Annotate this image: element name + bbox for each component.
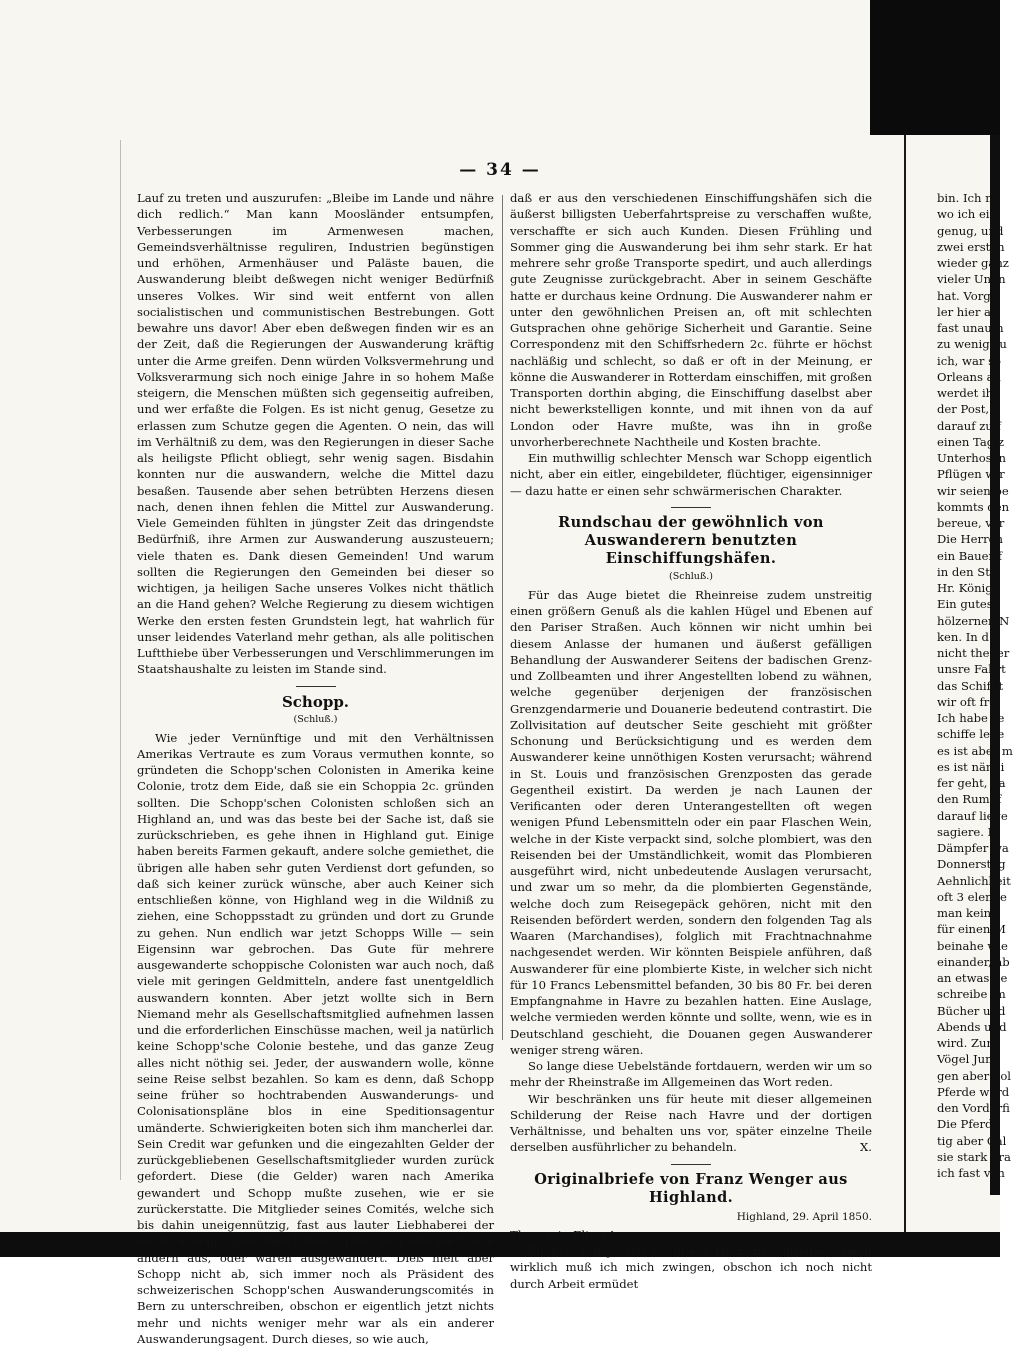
section-note: (Schluß.) bbox=[137, 713, 494, 726]
section-separator bbox=[296, 686, 336, 687]
right-column-line: den Rumpf bbox=[937, 791, 997, 807]
right-column-line: schreibe im bbox=[937, 986, 997, 1002]
right-column-line: man keine bbox=[937, 905, 997, 921]
right-column-line: Bücher und bbox=[937, 1003, 997, 1019]
right-column-line: Die Pferde bbox=[937, 1116, 997, 1132]
right-column-line: Orleans au bbox=[937, 369, 997, 385]
right-column-line: zu wenig zu bbox=[937, 336, 997, 352]
right-column-line: Aehnlichkeit bbox=[937, 873, 997, 889]
scan-edge-top-right bbox=[870, 0, 1000, 135]
rundschau-paragraph-2: So lange diese Uebelstände fortdauern, werden wir um so mehr der Rheinstraße im Allgemeinen das Wort reden. bbox=[510, 1058, 872, 1091]
right-column-line: Die Herren bbox=[937, 531, 997, 547]
right-column-line: unsre Fahrt bbox=[937, 661, 997, 677]
right-column-line: in den Stie bbox=[937, 564, 997, 580]
right-column-line: zwei ersten bbox=[937, 239, 997, 255]
right-column-line: Donnerstag bbox=[937, 856, 997, 872]
right-column-cropped bbox=[937, 190, 997, 1181]
right-column-line: werdet ihr bbox=[937, 385, 997, 401]
section-separator bbox=[671, 1164, 711, 1165]
left-column bbox=[137, 190, 494, 1347]
left-intro-paragraph: Lauf zu treten und auszurufen: „Bleibe im Lande und nähre dich redlich.“ Man kann Moosländer entsumpfen, Verbesserungen im Armenwesen machen, Gemeindsverhältnisse reguliren, Industrien begünstigen und erhöhen, Armenhäuser und Paläste bauen, die Auswanderung bleibt deßwegen nicht weniger Bedürfniß unseres Volkes. Wir sind weit entfernt von allen socialistischen und communistischen Bestrebungen. Gott bewahre uns davor! Aber eben deßwegen finden wir es an der Zeit, daß die Regierungen der Auswanderung kräftig unter die Arme greifen. Denn würden Volksvermehrung und Volksverarmung sich noch einige Jahre in so hohem Maße steigern, die Menschen müßten sich gegenseitig aufreiben, und wer erfaßte die Folgen. Es ist nicht genug, Gesetze zu erlassen zum Schutze gegen die Agenten. O nein, das will im Verhältniß zu dem, was den Regierungen in dieser Sache als heiligste Pflicht obliegt, sehr wenig sagen. Bisdahin konnten nur die auswandern, welche die Mittel dazu besaßen. Tausende aber sehen betrübten Herzens diesen nach, denen ihnen fehlen die Mittel zur Auswanderung. Viele Gemeinden fühlten in jüngster Zeit das dringendste Bedürfniß, ihre Armen zur Auswanderung auszusteuern; viele thaten es. Dank diesen Gemeinden! Und warum sollten die Regierungen den Gemeinden bei dieser so wichtigen, ja heiligen Sache unseres Volkes nicht thätlich an die Hand gehen? Welche Regierung zu diesem wichtigen Werke den ersten festen Grundstein legt, hat wahrlich für unser leidendes Vaterland mehr gethan, als alle politischen Luftthiebe über Verbesserungen und Verschlimmerungen im Staatshaushalte zu leisten im Stande sind. bbox=[137, 190, 494, 678]
middle-continuation: daß er aus den verschiedenen Einschiffungshäfen sich die äußerst billigsten Ueberfahrtspreise zu verschaffen wußte, verschaffte er sich auch Kunden. Diesen Frühling und Sommer ging die Auswanderung bei ihm sehr stark. Er hat mehrere sehr große Transporte spedirt, und auch allerdings gute Zeugnisse zurückgebracht. Aber in seinem Geschäfte hatte er durchaus keine Ordnung. Die Auswanderer nahm er unter den gewöhnlichen Preisen an, oft mit schlechten Gutsprachen ohne gehörige Sicherheit und Garantie. Seine Correspondenz mit den Schiffsrhedern 2c. führte er höchst nachläßig und schlecht, so daß er oft in der Meinung, er könne die Auswanderer in Rotterdam einschiffen, mit großen Transporten dorthin abging, die Einschiffung daselbst aber nicht bewerkstelligen konnte, und mit ihnen von da auf London oder Havre mußte, was ihn in große unvorherberechnete Nachtheile und Kosten brachte. bbox=[510, 190, 872, 450]
right-column-line: bin. Ich n bbox=[937, 190, 997, 206]
rundschau-paragraph-3-text: Wir beschränken uns für heute mit dieser allgemeinen Schilderung der Reise nach Havre und der dortigen Verhältnisse, und behalten uns vor, später einzelne Theile derselben ausführlicher zu behandeln. bbox=[510, 1092, 872, 1155]
right-column-line: für einen M bbox=[937, 921, 997, 937]
gutter-line bbox=[120, 140, 121, 1180]
middle-continuation-2: Ein muthwillig schlechter Mensch war Schopp eigentlich nicht, aber ein eitler, eingebildeter, flüchtiger, eigensinniger — dazu hatte er einen sehr schwärmerischen Charakter. bbox=[510, 450, 872, 499]
section-title-rundschau: Rundschau der gewöhnlich von Auswanderern benutzten Einschiffungshäfen. bbox=[510, 514, 872, 568]
section-title-letters: Originalbriefe von Franz Wenger aus Highland. bbox=[510, 1171, 872, 1207]
column-rule bbox=[502, 195, 503, 1040]
right-column-line: an etwas de bbox=[937, 970, 997, 986]
right-column-line: ein Bauer f bbox=[937, 548, 997, 564]
letter-dateline: Highland, 29. April 1850. bbox=[510, 1209, 872, 1225]
right-column-line: Vögel Jung bbox=[937, 1051, 997, 1067]
rundschau-paragraph-1: Für das Auge bietet die Rheinreise zudem unstreitig einen größern Genuß als die kahlen Hügel und Ebenen auf den Pariser Straßen. Auch können wir nicht umhin bei diesem Anlasse der humanen und äußerst gefälligen Behandlung der Auswanderer Seitens der badischen Grenz- und Zollbeamten und ihrer Angestellten lobend zu wähnen, welche gegenüber derjenigen der französischen Grenzgendarmerie und Douanerie bedeutend contrastirt. Die Zollvisitation auf deutscher Seite geschieht mit größter Schonung und Berücksichtigung und es werden dem Auswanderer keine unnöthigen Kosten verursacht; während in St. Louis und französischen Grenzposten das gerade Gegentheil existirt. Da werden je nach Launen der Verificanten oder deren Unterangestellten oft wegen wenigen Pfund Lebensmitteln oder ein paar Flaschen Wein, welche in der Kiste verpackt sind, solche plombiert, was den Reisenden bei der Umständlichkeit, womit das Plombieren ausgeführt wird, nicht unbedeutende Auslagen verursacht, und zwar um so mehr, da die plombierten Gegenstände, welche doch zum Reisegepäck gehören, nicht mit den Reisenden befördert werden, sondern den folgenden Tag als Waaren (Marchandises), folglich mit Frachtnachnahme nachgesendet werden. Wir könnten Beispiele anführen, daß Auswanderer für eine plombierte Kiste, in welcher sich nicht für 10 Francs Lebensmittel befanden, 30 bis 80 Fr. bei deren Empfangnahme in Havre zu bezahlen hatten. Eine Auslage, welche vermieden werden könnte und sollte, wenn, wie es in Deutschland geschieht, die Douanen gegen Auswanderer weniger streng wären. bbox=[510, 587, 872, 1058]
section-title-schopp: Schopp. bbox=[137, 693, 494, 711]
right-column-line: das Schiff t bbox=[937, 678, 997, 694]
right-column-line: wieder ganz bbox=[937, 255, 997, 271]
right-column-line: darauf zu f bbox=[937, 418, 997, 434]
right-column-line: einen Tag z bbox=[937, 434, 997, 450]
signature: X. bbox=[842, 1139, 872, 1155]
right-column-line: ler hier an bbox=[937, 304, 997, 320]
rundschau-paragraph-3 bbox=[510, 1091, 872, 1156]
right-column-line: hat. Vorge bbox=[937, 288, 997, 304]
right-column-line: Abends und bbox=[937, 1019, 997, 1035]
right-column-line: schiffe lege bbox=[937, 726, 997, 742]
right-column-line: es ist nämli bbox=[937, 759, 997, 775]
right-column-line: wir seien be bbox=[937, 483, 997, 499]
right-column-line: ich fast von bbox=[937, 1165, 997, 1181]
right-column-line: Pferde werd bbox=[937, 1084, 997, 1100]
letter-salutation: Theuerste Eltern! bbox=[510, 1227, 872, 1243]
scan-edge-line bbox=[904, 135, 906, 1257]
right-column-line: der Post, o bbox=[937, 401, 997, 417]
right-column-line: ken. In d bbox=[937, 629, 997, 645]
right-column-line: oft 3 elende bbox=[937, 889, 997, 905]
right-column-line: fast unaufh bbox=[937, 320, 997, 336]
right-column-line: es ist aber m bbox=[937, 743, 997, 759]
right-column-line: Pflügen wir bbox=[937, 466, 997, 482]
right-column-line: wo ich ein bbox=[937, 206, 997, 222]
right-column-line: Hr. König) bbox=[937, 580, 997, 596]
right-column-line: ich, war so bbox=[937, 353, 997, 369]
right-column-line: nicht theuer bbox=[937, 645, 997, 661]
section-note: (Schluß.) bbox=[510, 570, 872, 583]
right-column-line: Ich habe se bbox=[937, 710, 997, 726]
right-column-line: wir oft fre bbox=[937, 694, 997, 710]
right-column-line: hölzernen N bbox=[937, 613, 997, 629]
right-column-line: einander, ab bbox=[937, 954, 997, 970]
right-column-line: darauf liege bbox=[937, 808, 997, 824]
right-column-line: beinahe wie bbox=[937, 938, 997, 954]
letter-body: Endlich bringe ich es übers Herz zu schreiben, denn wirklich muß ich mich zwingen, obschon ich noch nicht durch Arbeit ermüdet bbox=[510, 1243, 872, 1292]
schopp-paragraph: Wie jeder Vernünftige und mit den Verhältnissen Amerikas Vertraute es zum Voraus vermuthen konnte, so gründeten die Schopp'schen Colonisten in Amerika keine Colonie, trotz dem Eide, daß sie ein Schoppia 2c. gründen sollten. Die Schopp'schen Colonisten schloßen sich an Highland an, und was das beste bei der Sache ist, daß sie zurückschrieben, es gehe ihnen in Highland gut. Einige haben bereits Farmen gekauft, andere solche gemiethet, die übrigen alle haben sehr guten Verdienst dort gefunden, so daß sich keiner zurück wünsche, aber auch Keiner sich entschließen könne, von Highland weg in die Wildniß zu ziehen, eine Schoppsstadt zu gründen und dort zu Grunde zu gehen. Nun endlich war jetzt Schopps Wille — sein Eigensinn war gebrochen. Das Gute für mehrere ausgewanderte schoppische Colonisten war auch noch, daß viele mit geringen Geldmitteln, andere fast unentgeldlich auswandern konnten. Aber jetzt wollte sich in Bern Niemand mehr als Gesellschaftsmitglied aufnehmen lassen und die erforderlichen Einschüsse machen, weil ja natürlich keine Schopp'sche Colonie bestehe, und das ganze Zeug alles nicht nöthig sei. Jeder, der auswandern wolle, könne seine Reise selbst bezahlen. So kam es denn, daß Schopp seine früher so hochtrabenden Auswanderungs- und Colonisationspläne blos in eine Speditionsagentur umänderte. Schwierigkeiten boten sich ihm mancherlei dar. Sein Credit war gefunken und die eingezahlten Gelder der zurückgebliebenen Gesellschaftsmitglieder wurden zurück gefordert. Diese (die Gelder) waren nach Amerika gewandert und Schopp mußte zusehen, wie er sie zurückerstatte. Die Mitglieder seines Comités, welche sich bis dahin uneigennützig, fast aus lauter Liebhaberei der Sache Schopps gewidmet hatten, traten nun eins nach dem andern aus, oder waren ausgewandert. Dieß hielt aber Schopp nicht ab, sich immer noch als Präsident des schweizerischen Schopp'schen Auswanderungscomités in Bern zu unterschreiben, obschon er eigentlich jetzt nichts mehr und nichts weniger mehr war als ein anderer Auswanderungsagent. Durch dieses, so wie auch, bbox=[137, 730, 494, 1347]
right-column-line: vieler Unan bbox=[937, 271, 997, 287]
right-column-line: tig aber Cal bbox=[937, 1133, 997, 1149]
right-column-line: gen aber hol bbox=[937, 1068, 997, 1084]
right-column-line: fer geht, da bbox=[937, 775, 997, 791]
right-column-line: genug, und bbox=[937, 223, 997, 239]
right-column-line: den Vorderfi bbox=[937, 1100, 997, 1116]
right-column-line: sagiere. In bbox=[937, 824, 997, 840]
right-column-line: Ein gutes bbox=[937, 596, 997, 612]
right-column-line: Dämpfer wa bbox=[937, 840, 997, 856]
right-column-line: bereue, ver bbox=[937, 515, 997, 531]
right-column-line: sie stark bra bbox=[937, 1149, 997, 1165]
right-column-line: wird. Zum bbox=[937, 1035, 997, 1051]
middle-column bbox=[510, 190, 872, 1292]
page-number: — 34 — bbox=[430, 160, 570, 180]
right-column-line: Unterhosen bbox=[937, 450, 997, 466]
right-column-line: kommts den bbox=[937, 499, 997, 515]
section-separator bbox=[671, 507, 711, 508]
